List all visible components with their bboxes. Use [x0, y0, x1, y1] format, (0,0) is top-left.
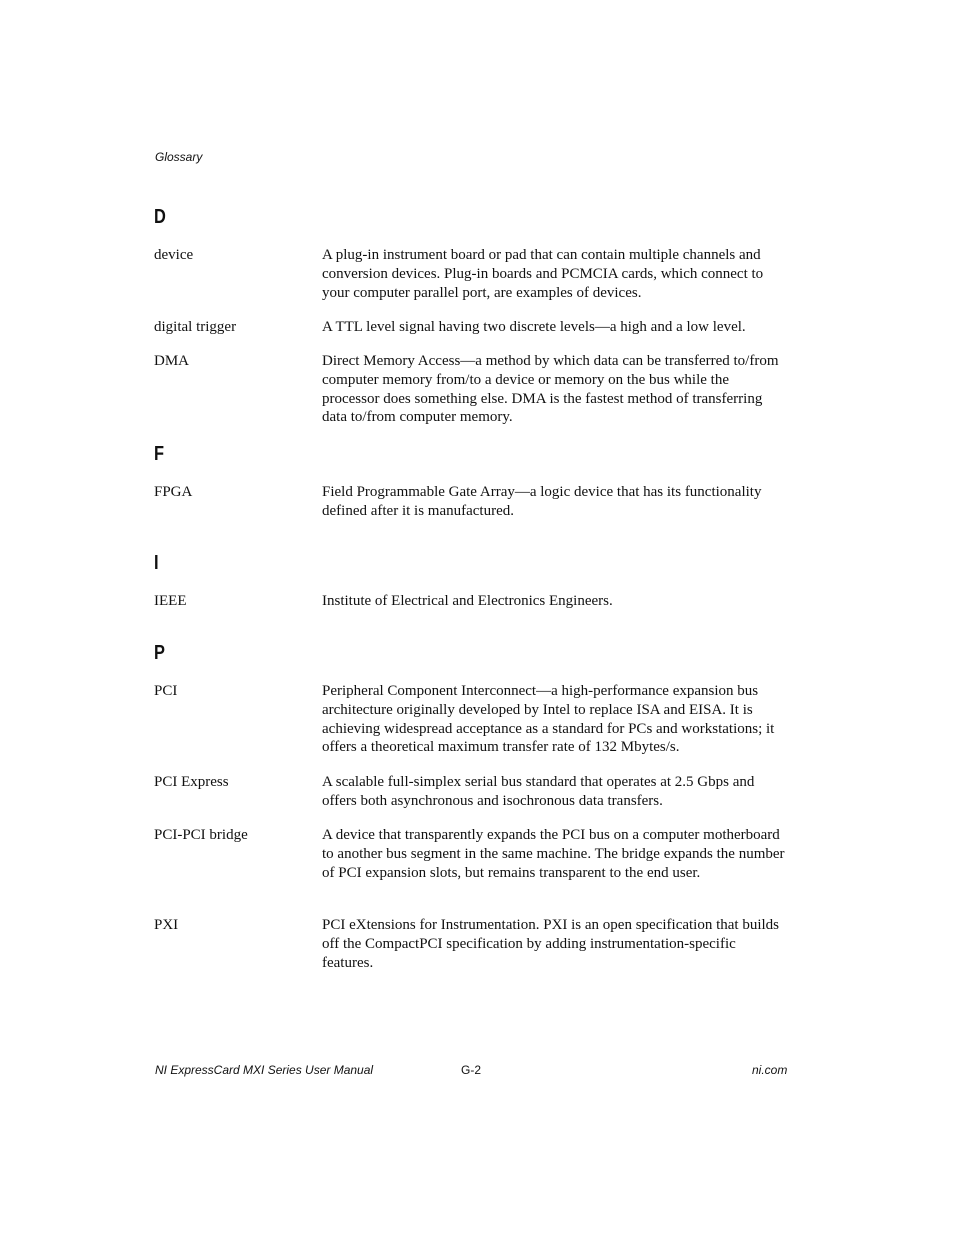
term-fpga: FPGA — [154, 484, 193, 500]
term-pci-express: PCI Express — [154, 774, 229, 790]
section-letter-f: F — [154, 443, 165, 465]
definition-ieee: Institute of Electrical and Electronics Engineers. — [322, 593, 613, 609]
section-letter-i: I — [154, 552, 159, 574]
definition-fpga: Field Programmable Gate Array—a logic device that has its functionality defined after it is manufactured. — [322, 484, 762, 519]
definition-pci: Peripheral Component Interconnect—a high-performance expansion bus architecture originally developed by Intel to replace ISA and EISA. It is achieving widespread acceptance as a standard for PCs and workstations; it offers a theoretical maximum transfer rate of 132 Mbytes/s. — [322, 683, 775, 756]
footer-manual-title: NI ExpressCard MXI Series User Manual — [155, 1063, 374, 1077]
term-ieee: IEEE — [154, 593, 187, 609]
term-device: device — [154, 247, 194, 263]
definition-digital-trigger: A TTL level signal having two discrete levels—a high and a low level. — [322, 319, 746, 335]
definition-dma: Direct Memory Access—a method by which data can be transferred to/from computer memory from/to a device or memory on the bus while the processor does something else. DMA is the fastest method of transferring data to/from computer memory. — [322, 353, 779, 426]
section-letter-p: P — [154, 642, 165, 664]
section-letter-d: D — [154, 206, 166, 228]
definition-device: A plug-in instrument board or pad that can contain multiple channels and conversion devices. Plug-in boards and PCMCIA cards, which connect to your computer parallel port, are examples of devices. — [322, 247, 764, 301]
term-pxi: PXI — [154, 917, 179, 933]
term-pci: PCI — [154, 683, 178, 699]
term-dma: DMA — [154, 353, 190, 369]
definition-pxi: PCI eXtensions for Instrumentation. PXI is an open specification that builds off the CompactPCI specification by adding instrumentation-specific features. — [322, 917, 780, 971]
term-digital-trigger: digital trigger — [154, 319, 237, 335]
definition-pci-pci-bridge: A device that transparently expands the PCI bus on a computer motherboard to another bus segment in the same machine. The bridge expands the number of PCI expansion slots, but remains transparent to the end user. — [322, 827, 785, 881]
term-pci-pci-bridge: PCI-PCI bridge — [154, 827, 248, 843]
definition-pci-express: A scalable full-simplex serial bus standard that operates at 2.5 Gbps and offers both asynchronous and isochronous data transfers. — [322, 774, 755, 809]
footer-website: ni.com — [752, 1063, 788, 1077]
running-header: Glossary — [155, 150, 203, 164]
footer-page-number: G-2 — [461, 1063, 482, 1077]
